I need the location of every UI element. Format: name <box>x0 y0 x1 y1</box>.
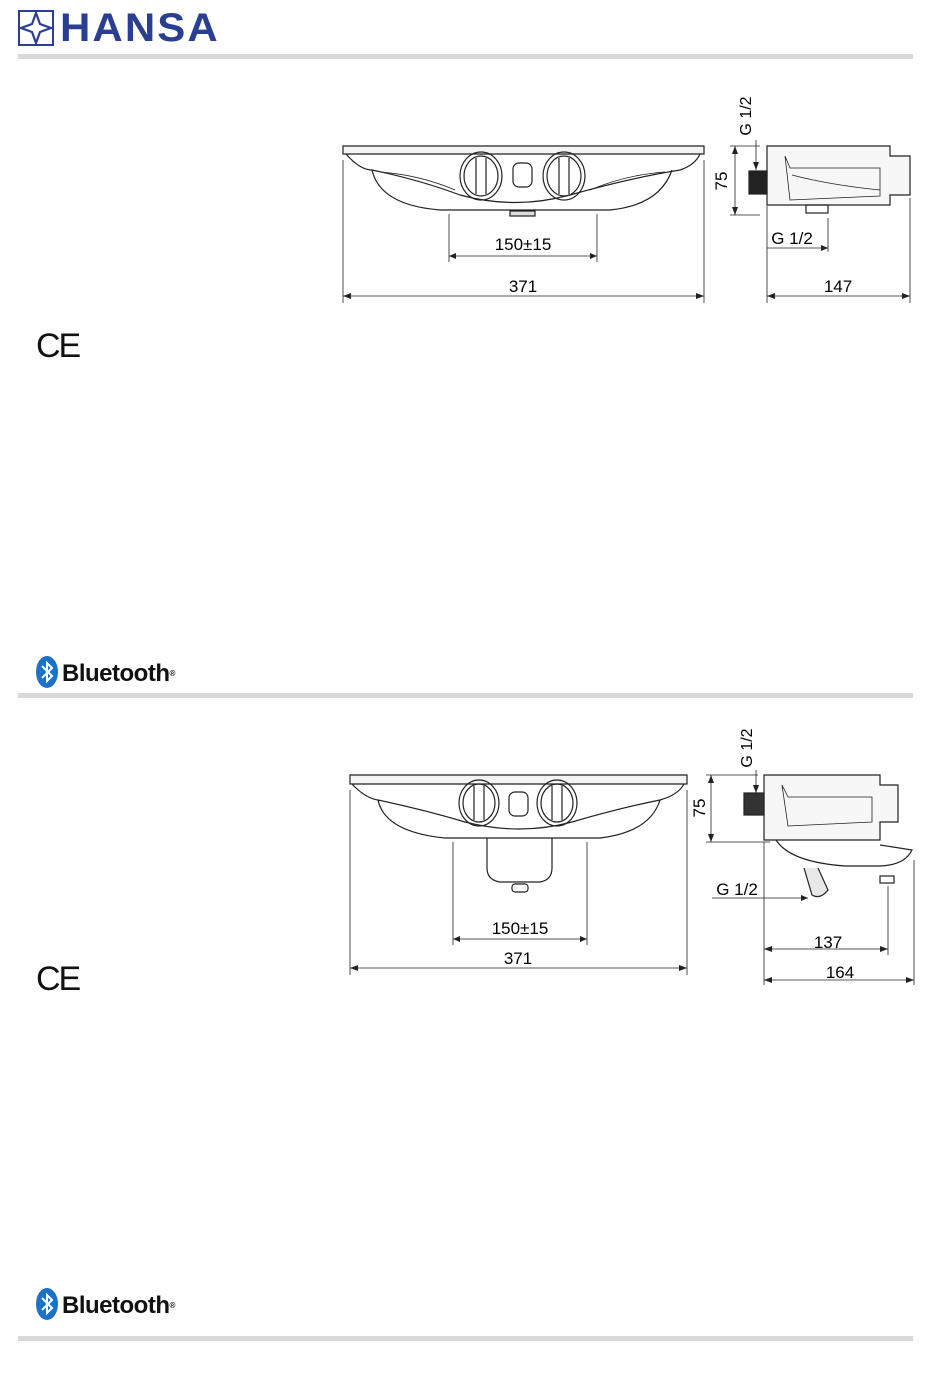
hansa-star-icon <box>18 10 54 46</box>
shower-width-label: 371 <box>508 277 538 296</box>
hansa-logo <box>18 6 220 50</box>
bluetooth-text: Bluetooth <box>62 1292 170 1319</box>
ce-mark: CE <box>36 327 80 365</box>
bath-technical-drawing <box>340 720 930 990</box>
bluetooth-text: Bluetooth <box>62 660 170 687</box>
footer-divider <box>18 1336 913 1341</box>
bath-spout-depth-label: 137 <box>813 933 843 952</box>
bluetooth-icon <box>36 656 58 688</box>
ce-mark: CE <box>36 960 80 998</box>
bath-outlet-label: G 1/2 <box>716 880 758 899</box>
bath-depth-label: 164 <box>825 963 855 982</box>
shower-depth-label: 147 <box>823 277 853 296</box>
bath-inlet-label: G 1/2 <box>739 728 756 768</box>
shower-inlet-label: G 1/2 <box>738 96 755 136</box>
bluetooth-reg-mark: ® <box>169 669 175 678</box>
bluetooth-reg-mark: ® <box>169 1301 175 1310</box>
header-divider <box>18 54 913 59</box>
shower-spacing-label: 150±15 <box>494 235 552 254</box>
shower-height-label: 75 <box>712 171 731 191</box>
shower-outlet-label: G 1/2 <box>771 229 813 248</box>
bluetooth-icon <box>36 1288 58 1320</box>
bath-height-label: 75 <box>690 798 709 818</box>
bluetooth-logo <box>36 656 176 692</box>
bath-spacing-label: 150±15 <box>491 919 549 938</box>
bluetooth-logo <box>36 1288 176 1324</box>
brand-name: HANSA <box>60 6 220 50</box>
shower-technical-drawing <box>330 90 920 315</box>
bath-width-label: 371 <box>503 949 533 968</box>
section-divider <box>18 693 913 698</box>
